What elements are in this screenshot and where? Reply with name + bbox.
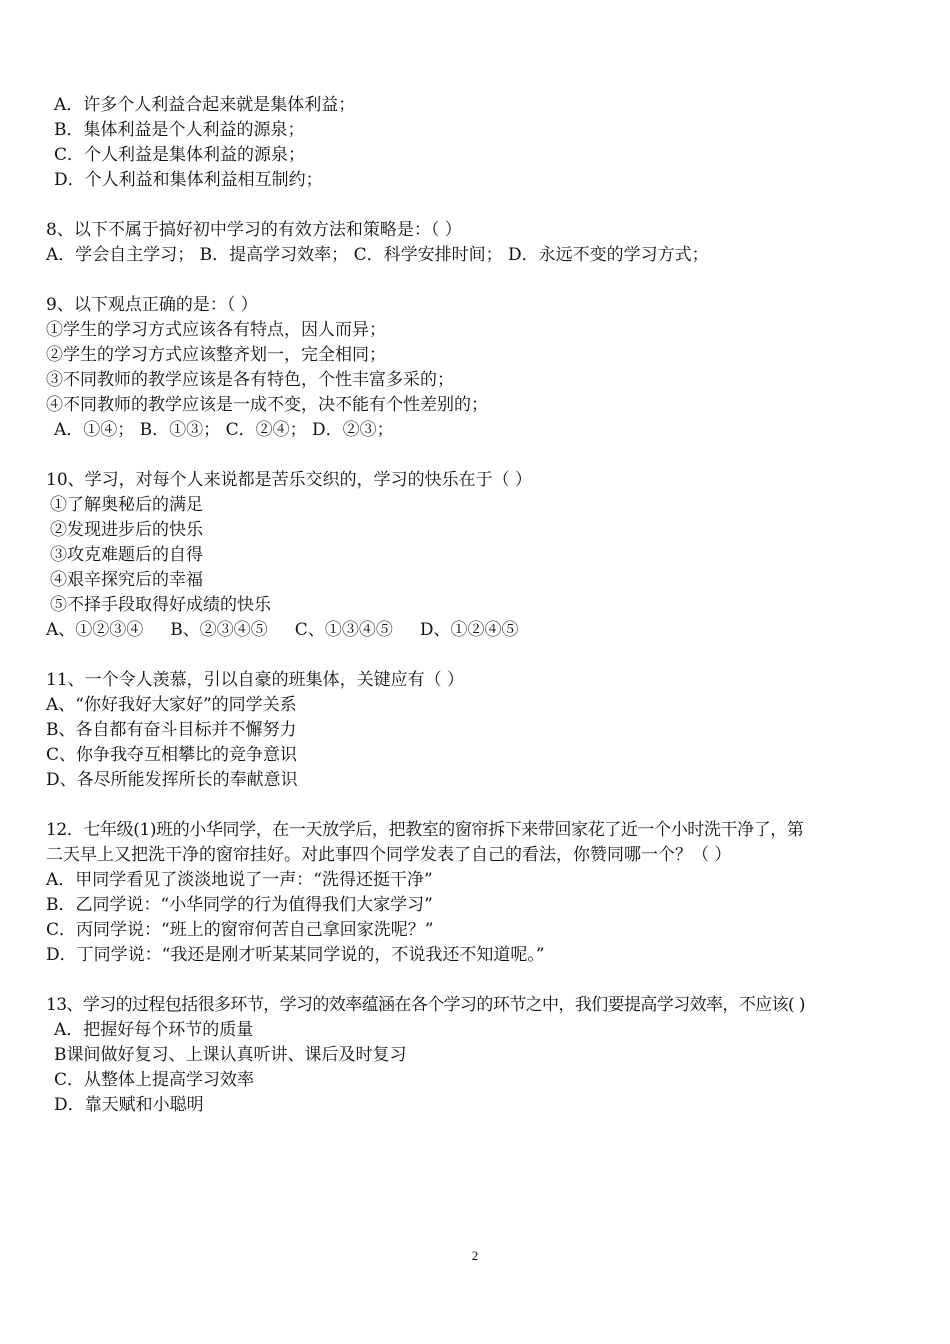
document-page xyxy=(46,93,916,1118)
q12-stem-line-2: 二天早上又把洗干净的窗帘挂好。对此事四个同学发表了自己的看法，你赞同哪一个？（ ） xyxy=(46,845,732,865)
q12-option-c: C．丙同学说：“班上的窗帘何苦自己拿回家洗呢？” xyxy=(46,920,434,940)
question-12 xyxy=(46,818,916,968)
q8-options: A．学会自主学习； B．提高学习效率； C．科学安排时间； D．永远不变的学习方式； xyxy=(46,245,709,265)
q7-option-c: C．个人利益是集体利益的源泉； xyxy=(54,145,306,165)
spacer xyxy=(46,268,916,293)
q9-stem: 9、以下观点正确的是：（ ） xyxy=(46,295,258,315)
q9-item-4: ④不同教师的教学应该是一成不变，决不能有个性差别的； xyxy=(46,395,488,415)
q10-stem: 10、学习，对每个人来说都是苦乐交织的，学习的快乐在于（ ） xyxy=(46,470,533,490)
q12-option-a: A．甲同学看见了淡淡地说了一声：“洗得还挺干净” xyxy=(46,870,433,890)
spacer xyxy=(46,793,916,818)
q9-item-1: ①学生的学习方式应该各有特点，因人而异； xyxy=(46,320,386,340)
q12-stem-line-1: 12．七年级(1)班的小华同学，在一天放学后，把教室的窗帘拆下来带回家花了近一个小时洗干净了，第 xyxy=(46,820,804,840)
q11-option-b: B、各自都有奋斗目标并不懈努力 xyxy=(46,720,297,740)
q12-option-d: D．丁同学说：“我还是刚才听某某同学说的，不说我还不知道呢。” xyxy=(46,945,545,965)
q9-item-2: ②学生的学习方式应该整齐划一，完全相同； xyxy=(46,345,386,365)
q7-option-a: A．许多个人利益合起来就是集体利益； xyxy=(54,95,356,115)
q13-option-d: D．靠天赋和小聪明 xyxy=(54,1095,204,1115)
question-8 xyxy=(46,218,916,268)
q7-option-b: B．集体利益是个人利益的源泉； xyxy=(54,120,305,140)
q13-option-c: C．从整体上提高学习效率 xyxy=(54,1070,255,1090)
q10-item-4: ④艰辛探究后的幸福 xyxy=(50,570,203,590)
q7-options xyxy=(46,93,916,193)
question-10 xyxy=(46,468,916,643)
spacer xyxy=(46,193,916,218)
q10-item-2: ②发现进步后的快乐 xyxy=(50,520,203,540)
question-11 xyxy=(46,668,916,793)
spacer xyxy=(46,968,916,993)
q7-option-d: D．个人利益和集体利益相互制约； xyxy=(54,170,323,190)
q11-option-a: A、“你好我好大家好”的同学关系 xyxy=(46,695,297,715)
spacer xyxy=(46,643,916,668)
page-number: 2 xyxy=(471,1248,479,1263)
question-9 xyxy=(46,293,916,443)
q10-item-3: ③攻克难题后的自得 xyxy=(50,545,203,565)
q9-item-3: ③不同教师的教学应该是各有特色，个性丰富多采的； xyxy=(46,370,454,390)
q10-options: A、①②③④ B、②③④⑤ C、①③④⑤ D、①②④⑤ xyxy=(46,620,519,640)
q13-option-a: A．把握好每个环节的质量 xyxy=(54,1020,254,1040)
q9-options: A．①④； B．①③； C．②④； D．②③； xyxy=(54,420,394,440)
q8-stem: 8、以下不属于搞好初中学习的有效方法和策略是：（ ） xyxy=(46,220,462,240)
q11-option-d: D、各尽所能发挥所长的奉献意识 xyxy=(46,770,298,790)
q10-item-1: ①了解奥秘后的满足 xyxy=(50,495,203,515)
q13-stem: 13、学习的过程包括很多环节，学习的效率蕴涵在各个学习的环节之中，我们要提高学习效率，不应该( ) xyxy=(46,995,805,1015)
spacer xyxy=(46,443,916,468)
q11-option-c: C、你争我夺互相攀比的竞争意识 xyxy=(46,745,298,765)
q13-option-b: B课间做好复习、上课认真听讲、课后及时复习 xyxy=(54,1045,407,1065)
question-13 xyxy=(46,993,916,1118)
q11-stem: 11、一个令人羡慕，引以自豪的班集体，关键应有（ ） xyxy=(46,670,465,690)
q10-item-5: ⑤不择手段取得好成绩的快乐 xyxy=(50,595,271,615)
q12-option-b: B．乙同学说：“小华同学的行为值得我们大家学习” xyxy=(46,895,433,915)
